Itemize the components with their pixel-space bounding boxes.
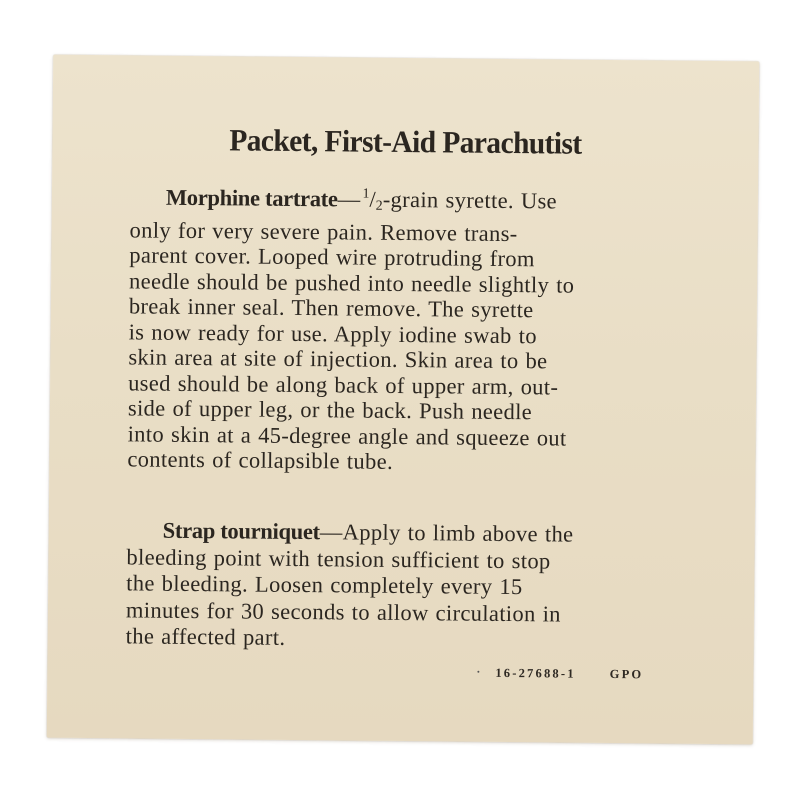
- section-first-line: [130, 179, 690, 222]
- body-text-line: only for very severe pain. Remove trans-: [129, 216, 518, 246]
- body-text-line: is now ready for use. Apply iodine swab to: [128, 318, 538, 348]
- section-heading-morphine: Morphine tartrate: [165, 184, 338, 212]
- form-number: 16-27688-1: [495, 665, 576, 681]
- em-dash: —: [319, 519, 343, 545]
- em-dash: —: [337, 186, 361, 212]
- print-speck: [477, 671, 479, 673]
- body-text-line: -grain syrette. Use: [382, 186, 558, 214]
- print-footer: [477, 666, 643, 683]
- body-text-line: contents of collapsible tube.: [127, 446, 394, 474]
- body-text-line: bleeding point with tension sufficient to stop: [126, 543, 551, 573]
- body-text-line: used should be along back of upper arm, out-: [128, 369, 559, 399]
- body-text-line: break inner seal. Then remove. The syrette: [128, 293, 534, 323]
- body-text-line: Apply to limb above the: [342, 519, 574, 547]
- body-text-line: skin area at site of injection. Skin area to be: [128, 344, 548, 374]
- body-text-line: into skin at a 45-degree angle and squeeze out: [127, 420, 567, 451]
- instruction-card: [47, 55, 760, 745]
- fraction-numerator: 1: [362, 186, 370, 202]
- body-text-line: minutes for 30 seconds to allow circulation in: [125, 596, 561, 627]
- section-heading-tourniquet: Strap tourniquet: [162, 517, 320, 545]
- body-text-line: needle should be pushed into needle slightly to: [129, 267, 575, 298]
- body-text-line: parent cover. Looped wire protruding from: [129, 242, 535, 272]
- fraction-slash: /: [369, 186, 376, 212]
- printer-mark: GPO: [609, 666, 644, 682]
- body-text-line: the bleeding. Loosen completely every 15: [126, 570, 523, 600]
- body-text-line: side of upper leg, or the back. Push needle: [127, 395, 533, 425]
- section-morphine: [127, 179, 690, 477]
- fraction-denominator: 2: [375, 198, 383, 214]
- card-title: Packet, First-Aid Parachutist: [229, 122, 582, 161]
- section-tourniquet: [126, 517, 687, 655]
- body-text-line: the affected part.: [125, 623, 286, 650]
